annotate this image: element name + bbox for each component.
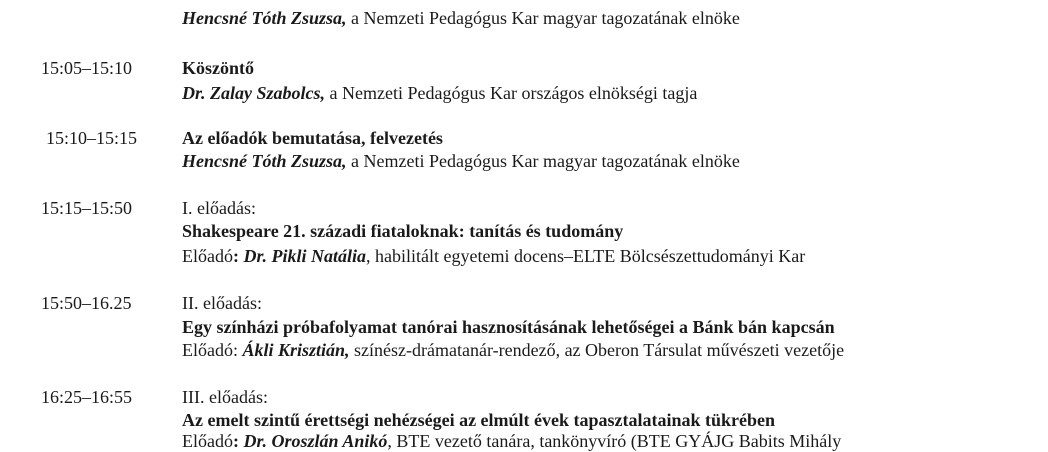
lecture-label-3: III. előadás: (182, 387, 268, 407)
presenter-line-1 (182, 245, 805, 267)
time-slot-2: 15:10–15:15 (46, 128, 138, 148)
presenter-role-2: színész-drámatanár-rendező, az Oberon Társulat művészeti vezetője (349, 340, 845, 360)
presenter-name-1: Dr. Pikli Natália (243, 246, 367, 266)
speaker-role-2: a Nemzeti Pedagógus Kar magyar tagozatának elnöke (346, 151, 740, 171)
time-slot-1: 15:05–15:10 (41, 58, 133, 78)
lecture-title-2: Egy színházi próbafolyamat tanórai hasznosításának lehetőségei a Bánk bán kapcsán (182, 317, 835, 337)
top-speaker-line (182, 7, 740, 29)
presenter-line-3 (182, 430, 841, 452)
speaker-name-2: Hencsné Tóth Zsuzsa, (182, 151, 347, 171)
presenter-role-1: , habilitált egyetemi docens–ELTE Bölcsészettudományi Kar (366, 246, 806, 266)
presenter-prefix-1: Előadó (182, 246, 233, 266)
time-slot-5: 16:25–16:55 (41, 387, 133, 407)
speaker-role-1: a Nemzeti Pedagógus Kar országos elnökségi tagja (325, 83, 698, 103)
lecture-title-1: Shakespeare 21. századi fiataloknak: tanítás és tudomány (182, 221, 624, 241)
presenter-prefix-2: Előadó: (182, 340, 243, 360)
presenter-role-3: , BTE vezető tanára, tankönyvíró (BTE GYÁJG Babits Mihály (387, 431, 842, 451)
lecture-title-3: Az emelt szintű érettségi nehézségei az elmúlt évek tapasztalatainak tükrében (182, 410, 776, 430)
top-speaker-role: a Nemzeti Pedagógus Kar magyar tagozatának elnöke (346, 8, 740, 28)
presenter-name-3: Dr. Oroszlán Anikó (243, 431, 388, 451)
presenter-colon-3: : (233, 431, 244, 451)
speaker-line-1 (182, 82, 697, 104)
presenter-name-2: Ákli Krisztián, (242, 340, 350, 360)
lecture-label-1: I. előadás: (182, 198, 256, 218)
presenter-colon-1: : (233, 246, 244, 266)
lecture-label-2: II. előadás: (182, 293, 262, 313)
item-title-2: Az előadók bemutatása, felvezetés (182, 128, 443, 148)
item-title-1: Köszöntő (182, 58, 254, 78)
presenter-line-2 (182, 339, 844, 361)
time-slot-3: 15:15–15:50 (41, 198, 133, 218)
speaker-name-1: Dr. Zalay Szabolcs, (182, 83, 326, 103)
time-slot-4: 15:50–16.25 (41, 293, 132, 313)
top-speaker-name: Hencsné Tóth Zsuzsa, (182, 8, 347, 28)
speaker-line-2 (182, 150, 740, 172)
presenter-prefix-3: Előadó (182, 431, 233, 451)
